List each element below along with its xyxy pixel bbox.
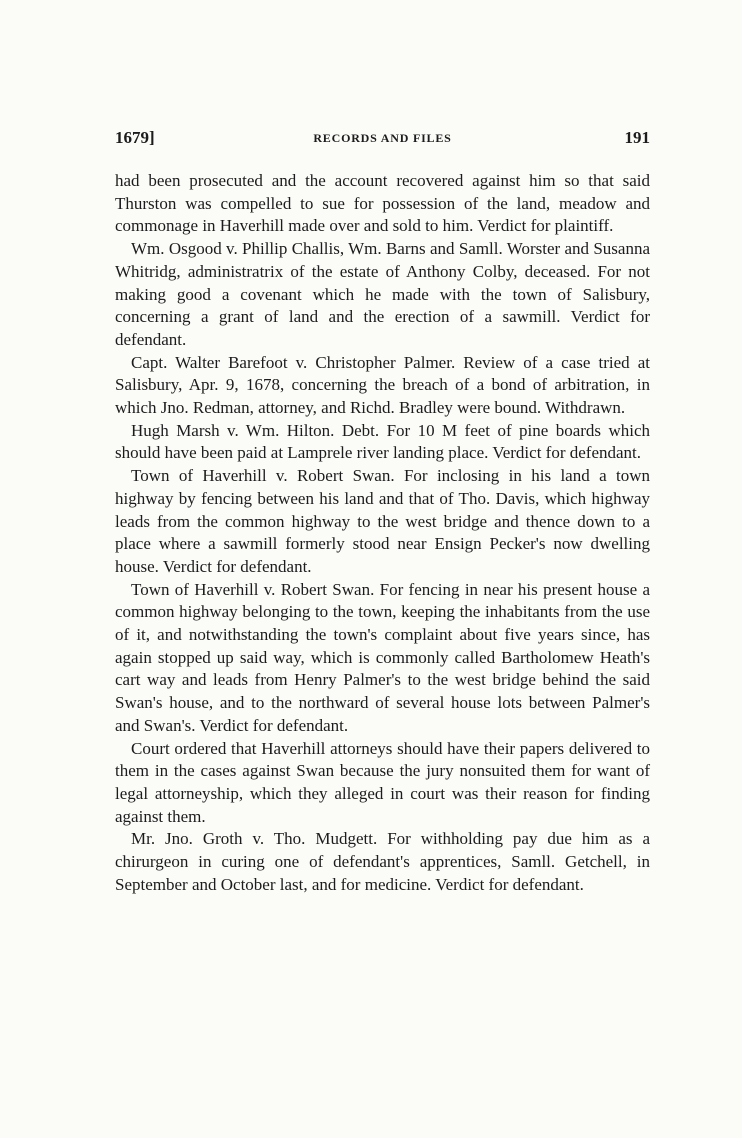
header-year: 1679]: [115, 128, 155, 147]
paragraph-groth-v-mudgett: Mr. Jno. Groth v. Tho. Mudgett. For withholding pay due him as a chirurgeon in curing one of defendant's apprentices, Samll. Getchell, in September and October last, and for medicine. Verdict for defendant.: [115, 829, 650, 894]
paragraph-court-order: Court ordered that Haverhill attorneys should have their papers delivered to them in the cases against Swan because the jury nonsuited them for want of legal attorneyship, which they alleged in court was their reason for finding against them.: [115, 738, 650, 826]
paragraph-barefoot-v-palmer: Capt. Walter Barefoot v. Christopher Palmer. Review of a case tried at Salisbury, Apr. 9, 1678, concerning the breach of a bond of arbitration, in which Jno. Redman, attorney, and Richd. Bradley were bound. Withdrawn.: [115, 352, 650, 418]
book-page: [115, 128, 650, 897]
paragraph-haverhill-v-swan-2: Town of Haverhill v. Robert Swan. For fencing in near his present house a common highway belonging to the town, keeping the inhabitants from the use of it, and notwithstanding the town's complaint about five years since, has again stopped up said way, which is commonly called Bartholomew Heath's cart way and leads from Henry Palmer's to the west bridge behind the said Swan's house, and to the northward of several house lots between Palmer's and Swan's. Verdict for defendant.: [115, 579, 650, 735]
paragraph-haverhill-v-swan-1: Town of Haverhill v. Robert Swan. For inclosing in his land a town highway by fencing between his land and that of Tho. Davis, which highway leads from the common highway to the west bridge and thence down to a place where a sawmill formerly stood near Ensign Pecker's now dwelling house. Verdict for defendant.: [115, 466, 650, 576]
body-text: [115, 170, 650, 897]
page-number: 191: [624, 128, 650, 147]
paragraph-osgood-v-challis: Wm. Osgood v. Phillip Challis, Wm. Barns and Samll. Worster and Susanna Whitridg, administratrix of the estate of Anthony Colby, deceased. For not making good a covenant which he made with the town of Salisbury, concerning a grant of land and the erection of a sawmill. Verdict for defendant.: [115, 239, 650, 349]
header-title: RECORDS AND FILES: [313, 131, 452, 145]
paragraph-marsh-v-hilton: Hugh Marsh v. Wm. Hilton. Debt. For 10 M feet of pine boards which should have been paid at Lamprele river landing place. Verdict for defendant.: [115, 420, 650, 463]
paragraph-continued: had been prosecuted and the account recovered against him so that said Thurston was compelled to sue for possession of the land, meadow and commonage in Haverhill made over and sold to him. Verdict for plaintiff.: [115, 171, 650, 236]
running-head: [115, 128, 650, 154]
